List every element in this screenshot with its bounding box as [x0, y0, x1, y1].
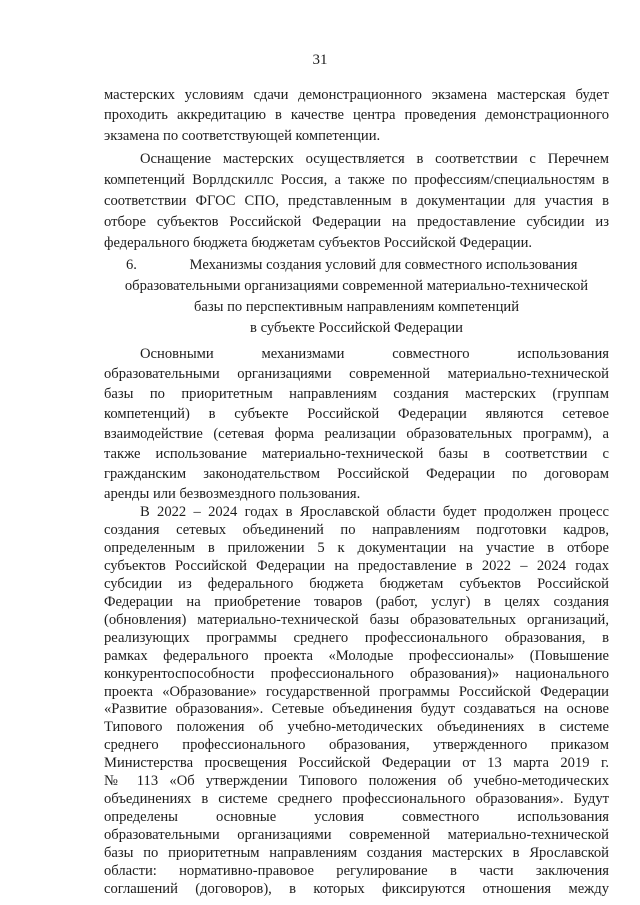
- paragraph-line: конкурентоспособности профессионального образования)» национального: [104, 666, 609, 682]
- paragraph-line: аренды или безвозмездного пользования.: [104, 486, 361, 502]
- paragraph-line: соответствии ФГОС СПО, представленным в документации для участия в: [104, 193, 609, 209]
- paragraph-line: мастерских условиям сдачи демонстрационного экзамена мастерская будет: [104, 87, 609, 103]
- paragraph-line: Основными механизмами совместного использования: [140, 346, 609, 362]
- paragraph-line: также использование материально-технической базы в соответствии с: [104, 446, 609, 462]
- paragraph-line: субсидии из федерального бюджета бюджетам субъектов Российской: [104, 576, 609, 592]
- section-title-line: образовательными организациями современной материально-технической: [124, 278, 589, 294]
- paragraph-line: проходить аккредитацию в качестве центра проведения демонстрационного: [104, 107, 609, 123]
- paragraph-line: экзамена по соответствующей компетенции.: [104, 128, 381, 144]
- paragraph-line: Оснащение мастерских осуществляется в соответствии с Перечнем: [140, 151, 609, 167]
- paragraph-line: образовательными организациями современной материально-технической: [104, 366, 609, 382]
- paragraph-line: «Развитие образования». Сетевые объединения будут создаваться на основе: [104, 701, 609, 717]
- section-title-line: базы по перспективным направлениям компетенций: [193, 299, 520, 315]
- paragraph-line: образовательными организациями современной материально-технической: [104, 827, 609, 843]
- paragraph-line: компетенций) в субъекте Российской Федерации являются сетевое: [104, 406, 609, 422]
- paragraph-line: взаимодействие (сетевая форма реализации образовательных программ), а: [104, 426, 609, 442]
- paragraph-line: объединениях в системе среднего профессионального образования». Будут: [104, 791, 609, 807]
- paragraph-line: определены основные условия совместного использования: [104, 809, 609, 825]
- section-number: 6.: [126, 257, 137, 273]
- paragraph-line: проекта «Образование» государственной программы Российской Федерации: [104, 684, 609, 700]
- paragraph-line: (обновления) материально-технической базы образовательных организаций,: [104, 612, 609, 628]
- paragraph-line: создания сетевых объединений по направлениям подготовки кадров,: [104, 522, 609, 538]
- paragraph-line: отборе субъектов Российской Федерации на предоставление субсидии из: [104, 214, 609, 230]
- paragraph-line: федерального бюджета бюджетам субъектов Российской Федерации.: [104, 235, 533, 251]
- paragraph-line: Министерства просвещения Российской Федерации от 13 марта 2019 г.: [104, 755, 609, 771]
- paragraph-line: № 113 «Об утверждении Типового положения об учебно-методических: [104, 773, 609, 789]
- paragraph-line: рамках федерального проекта «Молодые профессионалы» (Повышение: [104, 648, 609, 664]
- page-number: 31: [312, 52, 328, 68]
- paragraph-line: В 2022 – 2024 годах в Ярославской области будет продолжен процесс: [140, 504, 609, 520]
- paragraph-line: соглашений (договоров), в которых фиксируются отношения между: [104, 881, 609, 897]
- section-heading: [108, 255, 609, 275]
- paragraph-line: среднего профессионального образования, утвержденного приказом: [104, 737, 609, 753]
- paragraph-line: гражданским законодательством Российской Федерации по договорам: [104, 466, 609, 482]
- paragraph-line: компетенций Ворлдскиллс Россия, а также по профессиям/специальностям в: [104, 172, 609, 188]
- paragraph-line: Типового положения об учебно-методических объединениях в системе: [104, 719, 609, 735]
- paragraph-line: области: нормативно-правовое регулирование в части заключения: [104, 863, 609, 879]
- paragraph-line: базы по приоритетным направлениям создания мастерских (группам: [104, 386, 609, 402]
- paragraph-line: реализующих программы среднего профессионального образования, в: [104, 630, 609, 646]
- paragraph-line: базы по приоритетным направлениям создания мастерских в Ярославской: [104, 845, 609, 861]
- paragraph-line: Федерации на приобретение товаров (работ, услуг) в целях создания: [104, 594, 609, 610]
- section-title-line: в субъекте Российской Федерации: [250, 320, 463, 336]
- paragraph-line: определенным в приложении 5 к документации на участие в отборе: [104, 540, 609, 556]
- section-title-line: Механизмы создания условий для совместного использования: [189, 257, 578, 273]
- paragraph-line: субъектов Российской Федерации на предоставление в 2022 – 2024 годах: [104, 558, 609, 574]
